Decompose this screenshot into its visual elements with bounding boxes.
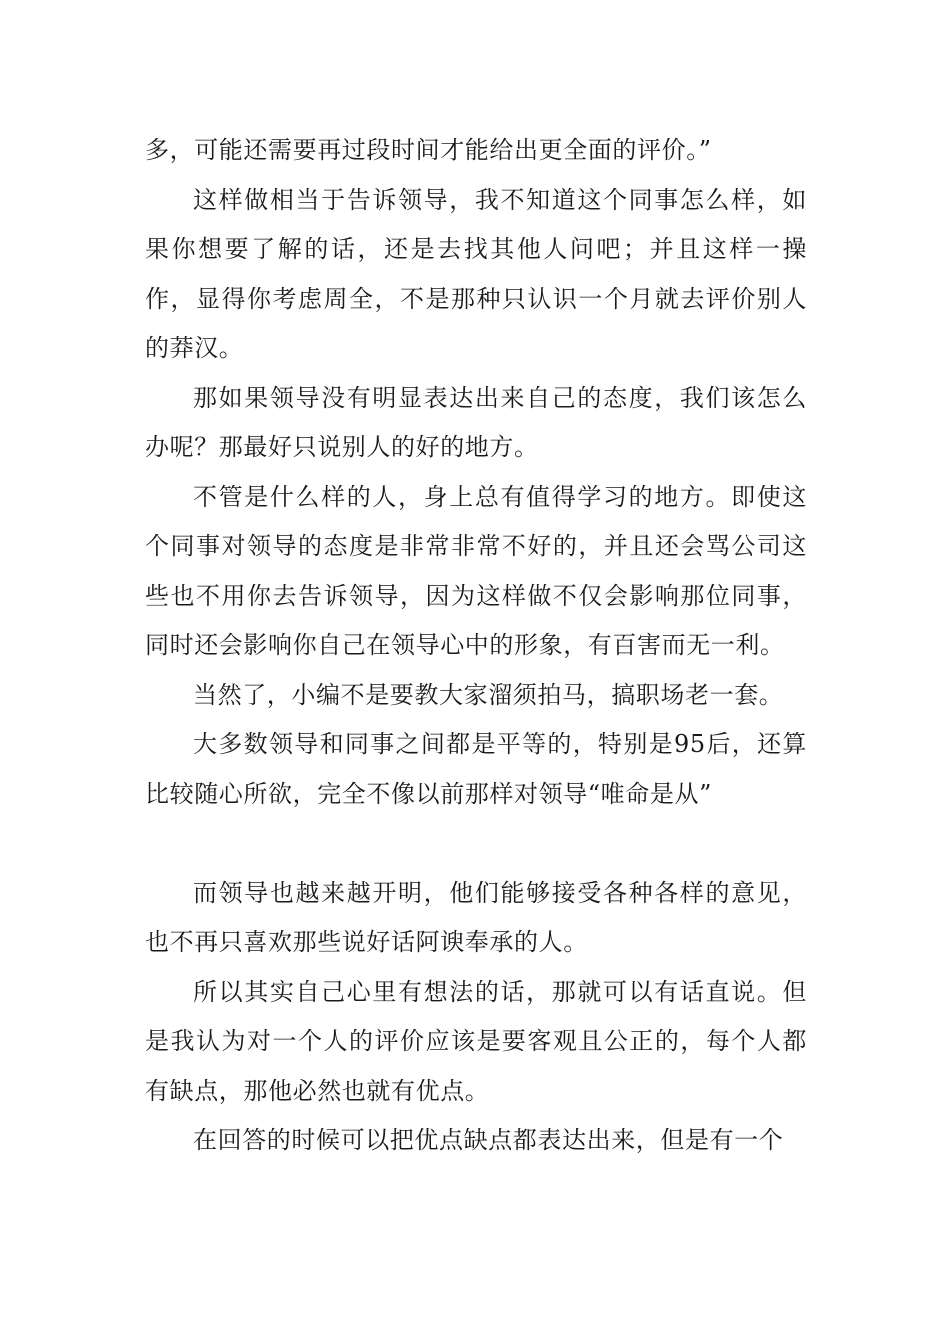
paragraph: 在回答的时候可以把优点缺点都表达出来，但是有一个 [193, 1126, 784, 1154]
blank-line [145, 819, 807, 869]
paragraph: 所以其实自己心里有想法的话，那就可以有话直说。但是我认为对一个人的评价应该是要客观且公正的，每个人都有缺点，那他必然也就有优点。 [145, 977, 807, 1105]
paragraph: 那如果领导没有明显表达出来自己的态度，我们该怎么办呢？那最好只说别人的好的地方。 [145, 383, 807, 461]
paragraph: 不管是什么样的人，身上总有值得学习的地方。即使这个同事对领导的态度是非常非常不好的，并且还会骂公司这些也不用你去告诉领导，因为这样做不仅会影响那位同事，同时还会影响你自己在领导心中的形象，有百害而无一利。 [145, 482, 807, 659]
paragraph: 这样做相当于告诉领导，我不知道这个同事怎么样，如果你想要了解的话，还是去找其他人问吧；并且这样一操作，显得你考虑周全，不是那种只认识一个月就去评价别人的莽汉。 [145, 185, 807, 362]
paragraph: 当然了，小编不是要教大家溜须拍马，搞职场老一套。 [193, 680, 784, 709]
paragraph: 大多数领导和同事之间都是平等的，特别是95后，还算比较随心所欲，完全不像以前那样对领导“唯命是从” [145, 730, 807, 808]
paragraph: 而领导也越来越开明，他们能够接受各种各样的意见，也不再只喜欢那些说好话阿谀奉承的人。 [145, 878, 807, 956]
document-body [145, 126, 807, 1166]
paragraph-continuation: 多，可能还需要再过段时间才能给出更全面的评价。” [145, 136, 712, 164]
